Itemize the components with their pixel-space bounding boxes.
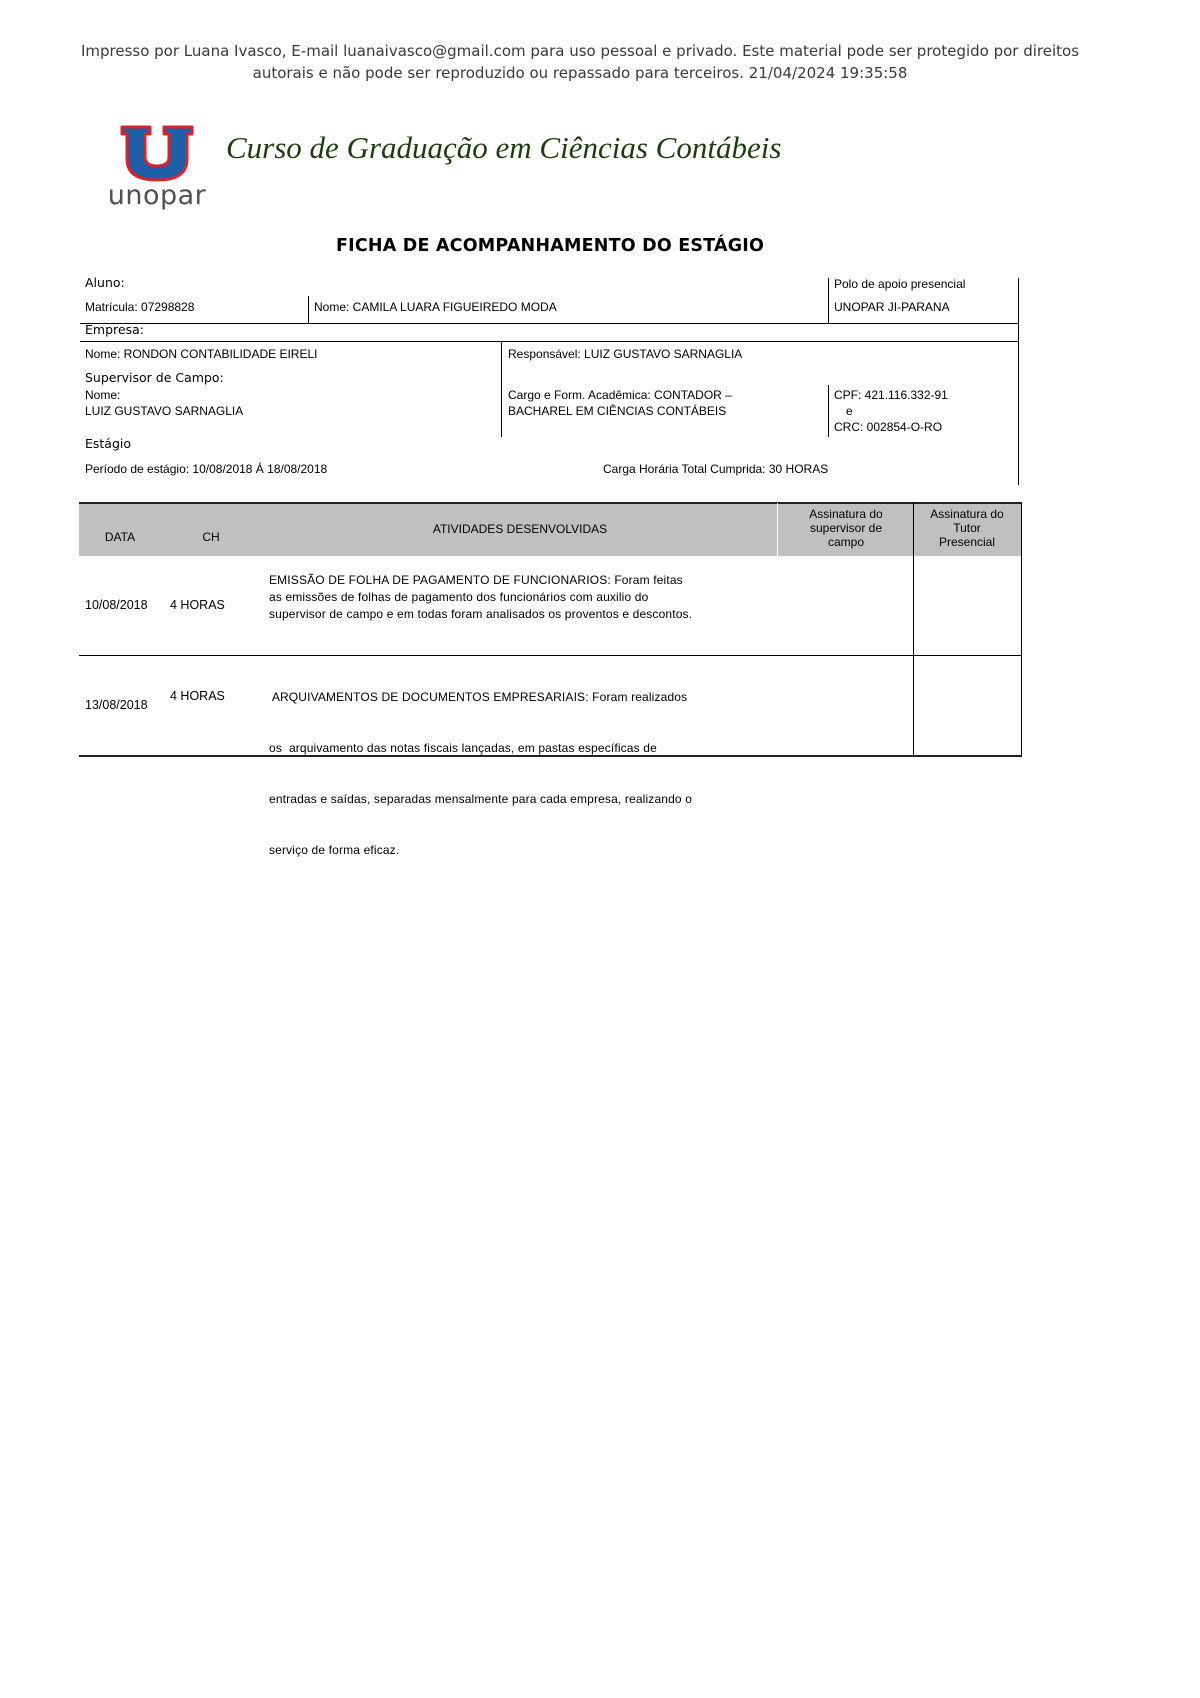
supervisor-name-label: Nome:: [85, 388, 121, 402]
polo-value: UNOPAR JI-PARANA: [834, 300, 950, 314]
supervisor-name: LUIZ GUSTAVO SARNAGLIA: [85, 404, 244, 418]
divider: [501, 341, 502, 437]
header-supervisor-signature: Assinatura do supervisor de campo: [809, 507, 883, 549]
header-ch: CH: [202, 530, 220, 544]
row-hours: 4 HORAS: [170, 689, 225, 703]
divider: [308, 296, 309, 324]
total-hours: Carga Horária Total Cumprida: 30 HORAS: [603, 462, 829, 476]
student-name: Nome: CAMILA LUARA FIGUEIREDO MODA: [314, 300, 557, 314]
supervisor-role-line-2: BACHAREL EM CIÊNCIAS CONTÁBEIS: [508, 404, 727, 418]
aluno-section-label: Aluno:: [85, 275, 125, 290]
supervisor-role-line-1: Cargo e Form. Acadêmica: CONTADOR –: [508, 388, 732, 402]
supervisor-cpf: CPF: 421.116.332-91: [834, 388, 948, 402]
row-activity: ARQUIVAMENTOS DE DOCUMENTOS EMPRESARIAIS: Foram realizados os arquivamento das notas fiscais lançadas, em pastas específicas de entradas e saídas, separadas mensalmente para cada empresa, realizando o serviço de forma eficaz.: [269, 690, 693, 857]
unopar-logo: [98, 124, 216, 212]
divider: [1018, 278, 1019, 485]
row-hours: 4 HORAS: [170, 598, 225, 612]
course-title: Curso de Graduação em Ciências Contábeis: [226, 130, 782, 165]
estagio-section-label: Estágio: [85, 436, 132, 451]
unopar-u-icon: [98, 124, 216, 184]
polo-label: Polo de apoio presencial: [834, 277, 966, 291]
empresa-section-label: Empresa:: [85, 322, 144, 337]
header-divider: [777, 503, 778, 556]
company-name: Nome: RONDON CONTABILIDADE EIRELI: [85, 347, 318, 361]
print-watermark: [40, 40, 1120, 84]
matricula: Matrícula: 07298828: [85, 300, 195, 314]
header-date: DATA: [104, 530, 136, 544]
supervisor-crc: CRC: 002854-O-RO: [834, 420, 943, 434]
company-responsible: Responsável: LUIZ GUSTAVO SARNAGLIA: [508, 347, 743, 361]
header-tutor-signature: Assinatura do Tutor Presencial: [930, 507, 1004, 549]
row-activity: EMISSÃO DE FOLHA DE PAGAMENTO DE FUNCIONARIOS: Foram feitas as emissões de folhas de pagamento dos funcionários com auxilio do supervisor de campo e em todas foram analisados os proventos e descontos.: [269, 573, 693, 621]
header-activities: ATIVIDADES DESENVOLVIDAS: [432, 522, 608, 536]
divider: [828, 385, 829, 437]
column-divider: [1021, 503, 1022, 757]
form-title: FICHA DE ACOMPANHAMENTO DO ESTÁGIO: [335, 236, 765, 256]
logo-wordmark: unopar: [107, 180, 207, 211]
divider: [828, 278, 829, 324]
divider: [80, 341, 1019, 342]
watermark-line-2: autorais e não pode ser reproduzido ou repassado para terceiros. 21/04/2024 19:35:58: [252, 64, 908, 82]
row-date: 10/08/2018: [85, 598, 148, 612]
internship-period: Período de estágio: 10/08/2018 Á 18/08/2018: [85, 462, 328, 476]
supervisor-section-label: Supervisor de Campo:: [85, 370, 224, 385]
column-divider: [913, 503, 914, 757]
divider: [80, 323, 1019, 324]
row-date: 13/08/2018: [85, 698, 148, 712]
watermark-line-1: Impresso por Luana Ivasco, E-mail luanaivasco@gmail.com para uso pessoal e privado. Este material pode ser protegido por direitos: [80, 42, 1080, 60]
supervisor-e: e: [846, 404, 853, 418]
